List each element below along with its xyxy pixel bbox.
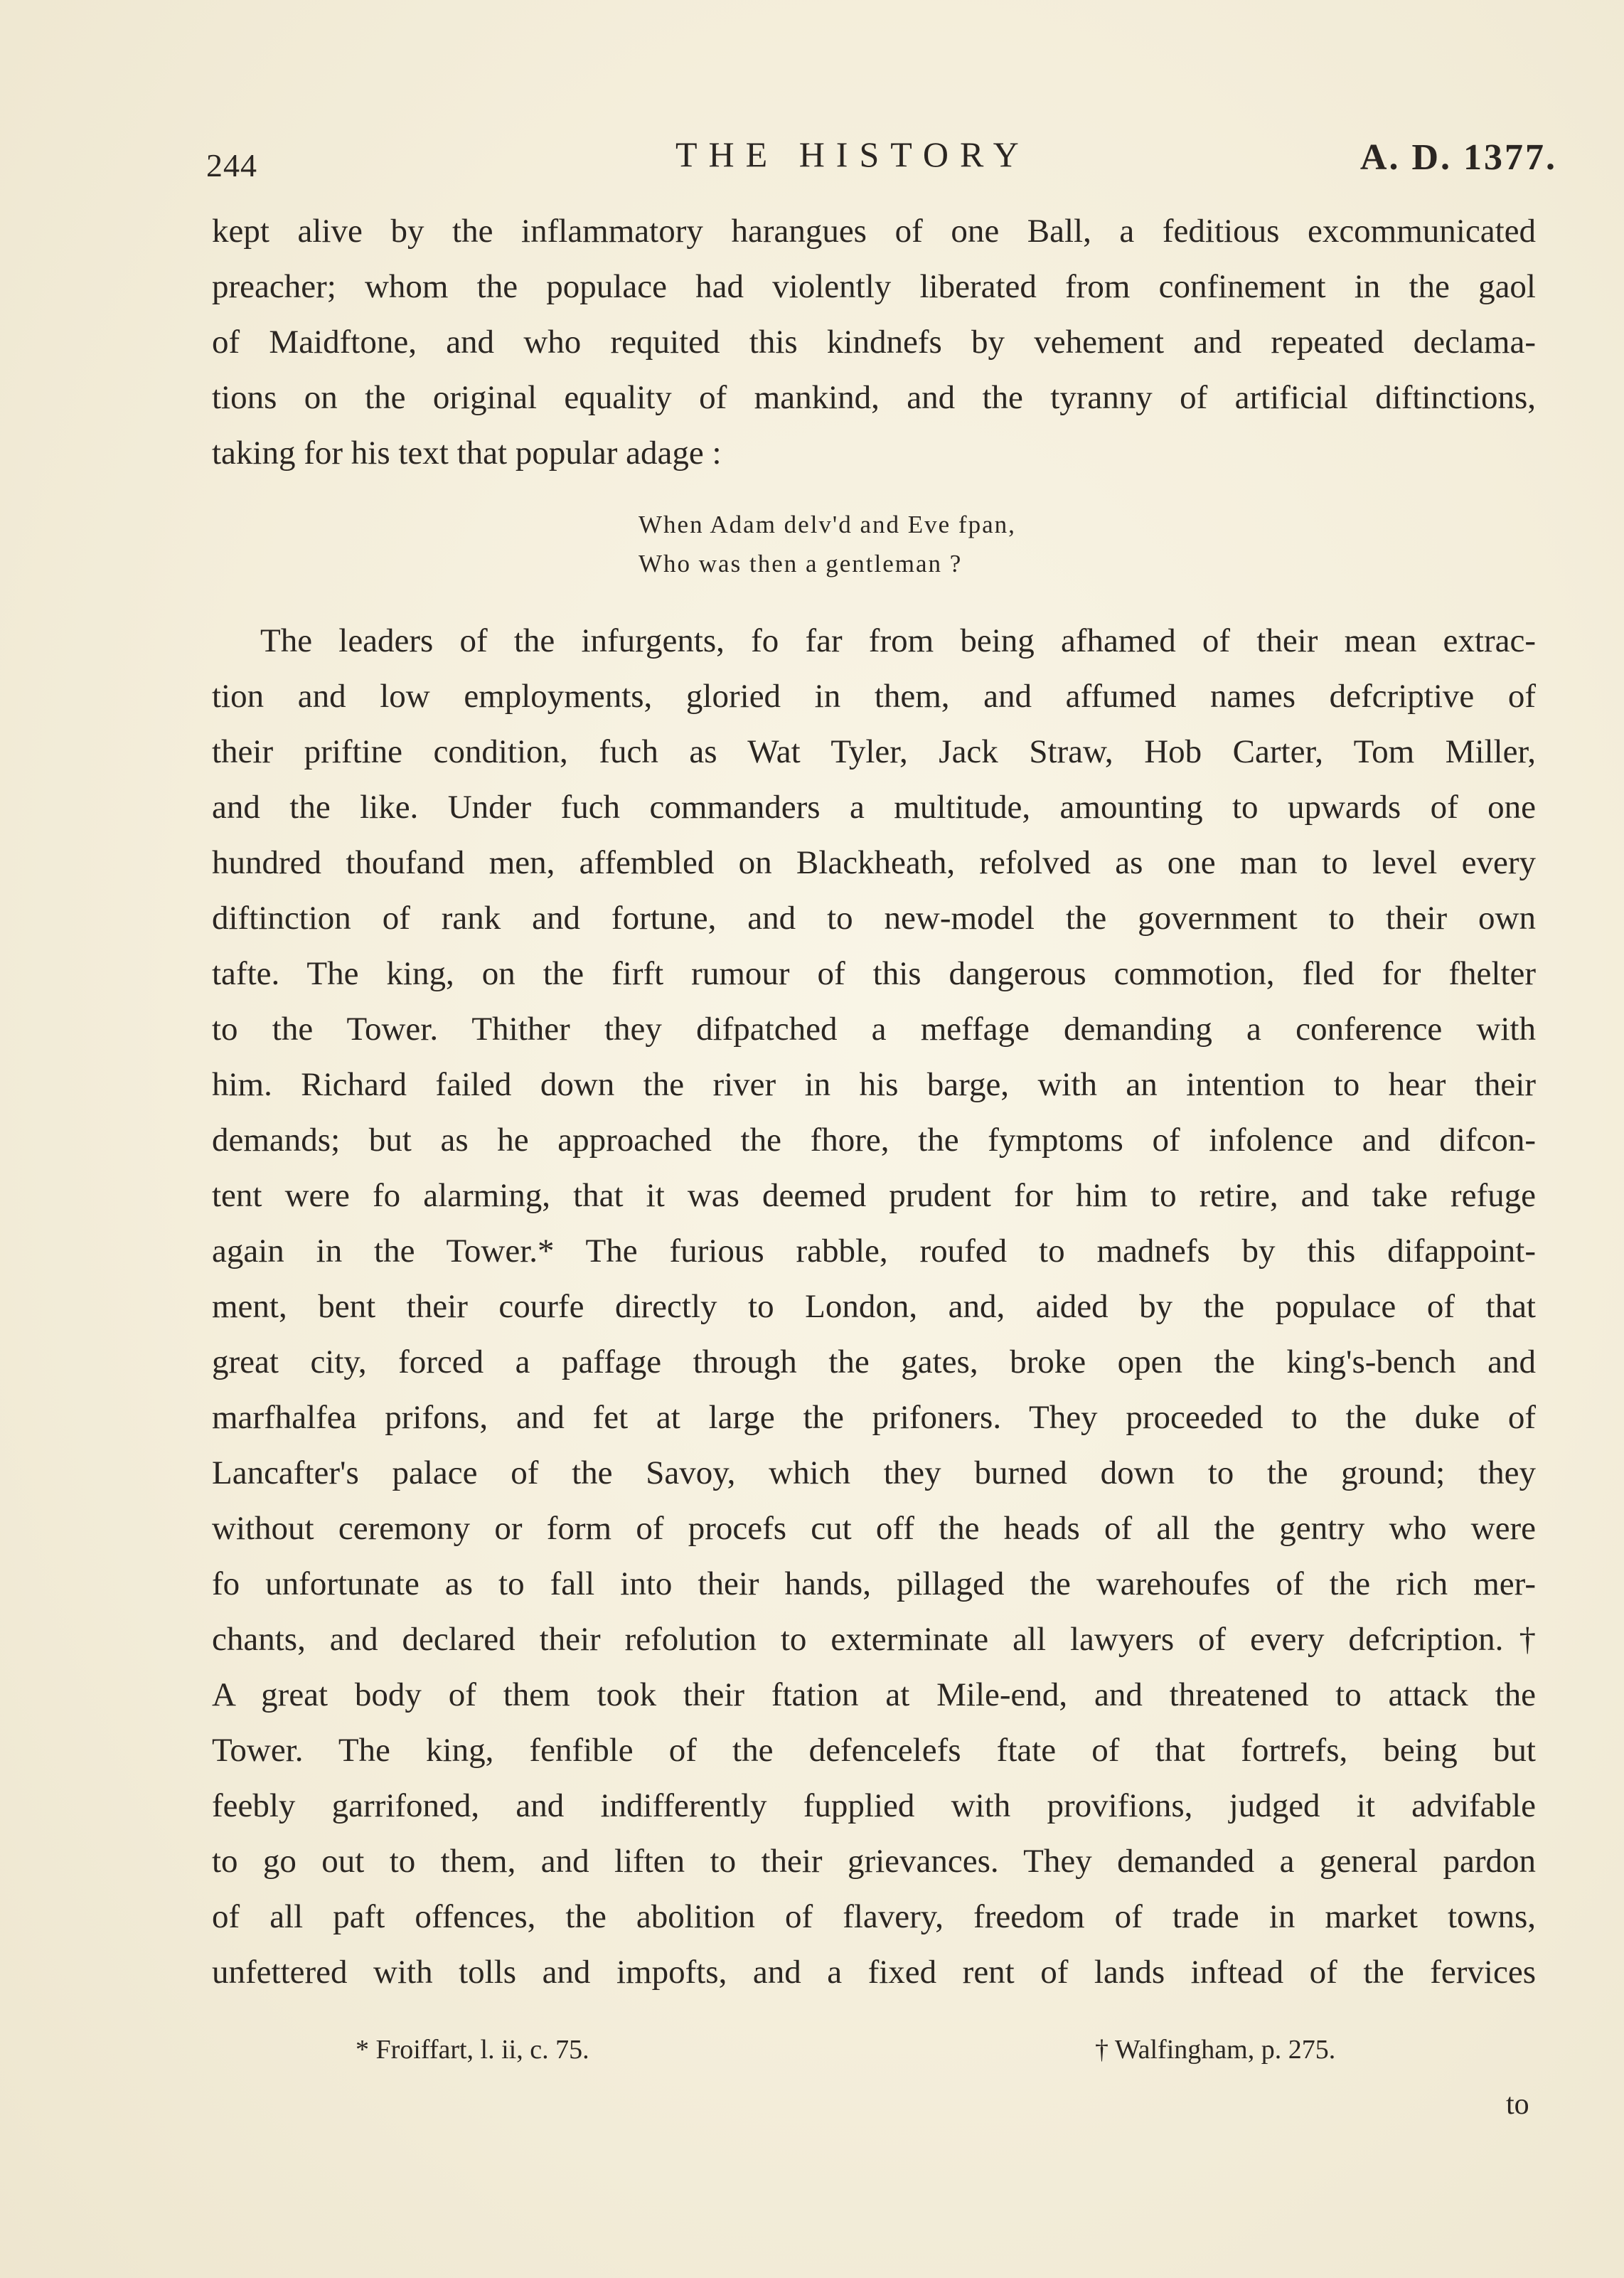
text-line: tions on the original equality of mankind, and the tyranny of artificial diftinctions,	[212, 379, 1536, 416]
text-line: of Maidftone, and who requited this kindnefs by vehement and repeated declama-	[212, 324, 1536, 361]
text-line: kept alive by the inflammatory harangues of one Ball, a feditious excommunicated	[212, 213, 1536, 250]
text-line: marfhalfea prifons, and fet at large the prifoners. They proceeded to the duke of	[212, 1399, 1536, 1436]
text-line: without ceremony or form of procefs cut off the heads of all the gentry who were	[212, 1510, 1536, 1547]
text-line: ment, bent their courfe directly to London, and, aided by the populace of that	[212, 1288, 1536, 1325]
page-number: 244	[206, 147, 257, 183]
verse-couplet	[639, 505, 1536, 583]
text-line: Tower. The king, fenfible of the defencelefs ftate of that fortrefs, being but	[212, 1732, 1536, 1769]
verse-line: Who was then a gentleman ?	[639, 550, 963, 578]
running-date: A. D. 1377.	[1359, 137, 1557, 178]
text-line: to go out to them, and liften to their grievances. They demanded a general pardon	[212, 1843, 1536, 1880]
footnote-walsingham: † Walfingham, p. 275.	[1095, 2035, 1336, 2065]
text-line: tafte. The king, on the firft rumour of this dangerous commotion, fled for fhelter	[212, 955, 1536, 992]
text-line: unfettered with tolls and impofts, and a fixed rent of lands inftead of the fervices	[212, 1954, 1536, 1991]
text-line: again in the Tower.* The furious rabble, roufed to madnefs by this difappoint-	[212, 1233, 1536, 1270]
text-line: their priftine condition, fuch as Wat Tyler, Jack Straw, Hob Carter, Tom Miller,	[212, 733, 1536, 770]
text-line: preacher; whom the populace had violently liberated from confinement in the gaol	[212, 268, 1536, 305]
text-line: Lancafter's palace of the Savoy, which they burned down to the ground; they	[212, 1454, 1536, 1491]
text-line: fo unfortunate as to fall into their hands, pillaged the warehoufes of the rich mer-	[212, 1565, 1536, 1602]
text-line: The leaders of the infurgents, fo far from being afhamed of their mean extrac-	[260, 622, 1536, 659]
running-title: THE HISTORY	[675, 134, 1030, 174]
text-line: taking for his text that popular adage :	[212, 435, 722, 472]
text-line: demands; but as he approached the fhore, the fymptoms of infolence and difcon-	[212, 1122, 1536, 1159]
running-header	[206, 127, 1557, 183]
text-line: chants, and declared their refolution to exterminate all lawyers of every defcription.†	[212, 1621, 1536, 1658]
text-line: A great body of them took their ftation at Mile-end, and threatened to attack the	[212, 1676, 1536, 1713]
text-line: hundred thoufand men, affembled on Blackheath, refolved as one man to level every	[212, 844, 1536, 881]
paragraph-1	[212, 203, 1536, 481]
footnote-froissart: * Froiffart, l. ii, c. 75.	[356, 2035, 589, 2065]
text-line: of all paft offences, the abolition of flavery, freedom of trade in market towns,	[212, 1898, 1536, 1935]
text-line: him. Richard failed down the river in his barge, with an intention to hear their	[212, 1066, 1536, 1103]
text-line: and the like. Under fuch commanders a multitude, amounting to upwards of one	[212, 789, 1536, 826]
text-line: tion and low employments, gloried in them, and affumed names defcriptive of	[212, 678, 1536, 715]
catchword: to	[1506, 2088, 1529, 2121]
text-line: feebly garrifoned, and indifferently fupplied with provifions, judged it advifable	[212, 1787, 1536, 1824]
footnotes	[356, 2034, 1422, 2077]
text-line: to the Tower. Thither they difpatched a meffage demanding a conference with	[212, 1011, 1536, 1048]
body-text	[212, 203, 1536, 2000]
paragraph-2	[212, 613, 1536, 2000]
text-line: tent were fo alarming, that it was deemed prudent for him to retire, and take refuge	[212, 1177, 1536, 1214]
text-line: diftinction of rank and fortune, and to new-model the government to their own	[212, 900, 1536, 937]
text-line: great city, forced a paffage through the gates, broke open the king's-bench and	[212, 1343, 1536, 1380]
verse-line: When Adam delv'd and Eve fpan,	[639, 511, 1016, 538]
